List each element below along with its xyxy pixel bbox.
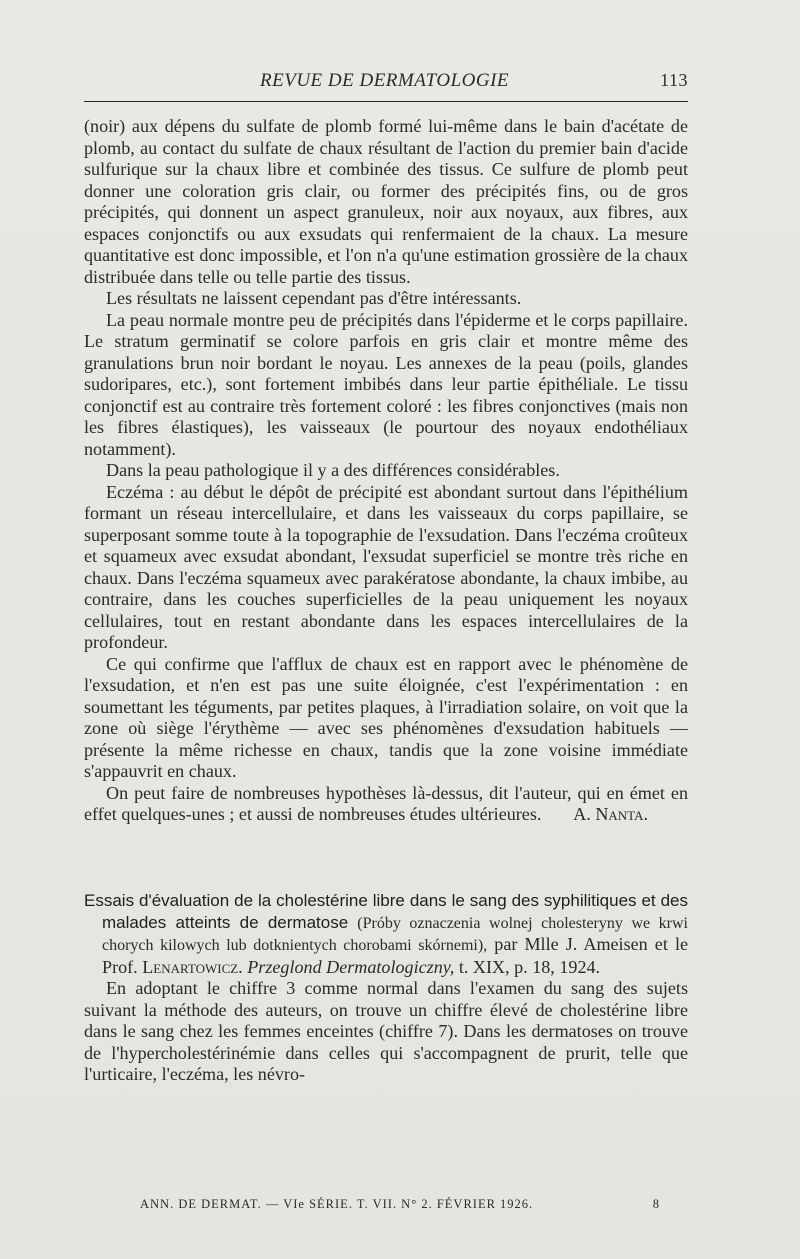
paragraph: La peau normale montre peu de précipités dans l'épiderme et le corps papillaire. Le stratum germinatif se colore parfois en gris clair et montre même des granulations brun noir bordant le noyau. Les annexes de la peau (poils, glandes sudoripares, etc.), sont fortement imbibés dans leur partie épithéliale. Le tissu conjonctif est au contraire très fortement coloré : les fibres conjonctives (mais non les fibres élastiques), les vaisseaux (le pourtour des noyaux endothéliaux notamment). [84,309,688,459]
abstract-title: Essais d'évaluation de la cholestérine libre dans le sang des syphilitiques et des malades atteints de dermatose [84,891,688,932]
running-head [84,70,688,96]
authors: par Mlle J. Ameisen et le Prof. Lenartowicz. [102,934,688,977]
paragraph: Dans la peau pathologique il y a des différences considérables. [106,460,560,480]
paragraph: En adoptant le chiffre 3 comme normal dans l'examen du sang des sujets suivant la méthode des auteurs, on trouve un chiffre élevé de cholestérine libre dans le sang chez les femmes enceintes (chiffre 7). Dans les dermatoses on trouve de l'hypercholestérinémie dans celles qui s'accompagnent de prurit, telle que l'urticaire, l'eczéma, les névro- [84,978,688,1084]
paragraph: On peut faire de nombreuses hypothèses là-dessus, dit l'auteur, qui en émet en effet quelques-unes ; et aussi de nombreuses études ultérieures. [84,782,688,824]
signature-mark: 8 [652,1197,660,1211]
paragraph: Eczéma : au début le dépôt de précipité est abondant surtout dans l'épithélium formant un réseau intercellulaire, et dans les vaisseaux du corps papillaire, se superposant somme toute à la topographie de l'exsudation. Dans l'eczéma croûteux et squameux avec exsudat abondant, l'exsudat superficiel se montre très riche en chaux. Dans l'eczéma squameux avec parakératose abondante, la chaux imbibe, au contraire, dans les couches superficielles de la peau uniquement les noyaux cellulaires, tout en restant abondante dans les espaces intercellulaires de la profondeur. [84,481,688,652]
article-body [84,116,688,826]
signature-name: Nanta. [595,804,648,824]
paragraph: Les résultats ne laissent cependant pas d'être intéressants. [106,288,522,308]
header-rule [84,101,688,102]
author-1: J. Ameisen [565,934,648,954]
author-2: Lenartowicz. [142,956,243,977]
abstract-heading [84,890,688,978]
paragraph: (noir) aux dépens du sulfate de plomb formé lui-même dans le bain d'acétate de plomb, au contact du sulfate de chaux résultant de l'action du premier bain d'acide sulfurique sur la chaux libre et combinée des tissus. Ce sulfure de plomb peut donner une coloration gris clair, ou former des précipités fins, ou de gros précipités, qui donnent un aspect granuleux, noir aux noyaux, aux fibres, aux espaces conjonctifs ou aux exsudats qui renfermaient de la chaux. La mesure quantitative est donc impossible, et l'on n'a qu'une estimation grossière de la chaux distribuée dans telle ou telle partie des tissus. [84,116,688,287]
page-number: 113 [660,70,688,90]
page-footer [140,1197,660,1212]
signature-initial: A. [573,804,591,824]
footer-journal-line: ANN. DE DERMAT. — VIe SÉRIE. T. VII. N° 2. FÉVRIER 1926. [140,1197,534,1211]
abstract-section [84,890,688,1086]
citation: t. XIX, p. 18, 1924. [458,956,601,977]
journal-name: Przeglond Dermatologiczny, [247,956,455,977]
original-title: (Próby oznaczenia wolnej cholesteryny we krwi chorych kilowych lub dotknientych chorobami skórnemi), [102,914,688,954]
paragraph: Ce qui confirme que l'afflux de chaux est en rapport avec le phénomène de l'exsudation, et n'en est pas une suite éloignée, c'est l'expérimentation : en soumettant les téguments, par petites plaques, à l'irradiation solaire, on voit que la zone où siège l'érythème — avec ses phénomènes d'exsudation habituels — présente la même richesse en chaux, tandis que la zone voisine immédiate s'appauvrit en chaux. [84,653,688,781]
running-title: REVUE DE DERMATOLOGIE [260,70,510,91]
